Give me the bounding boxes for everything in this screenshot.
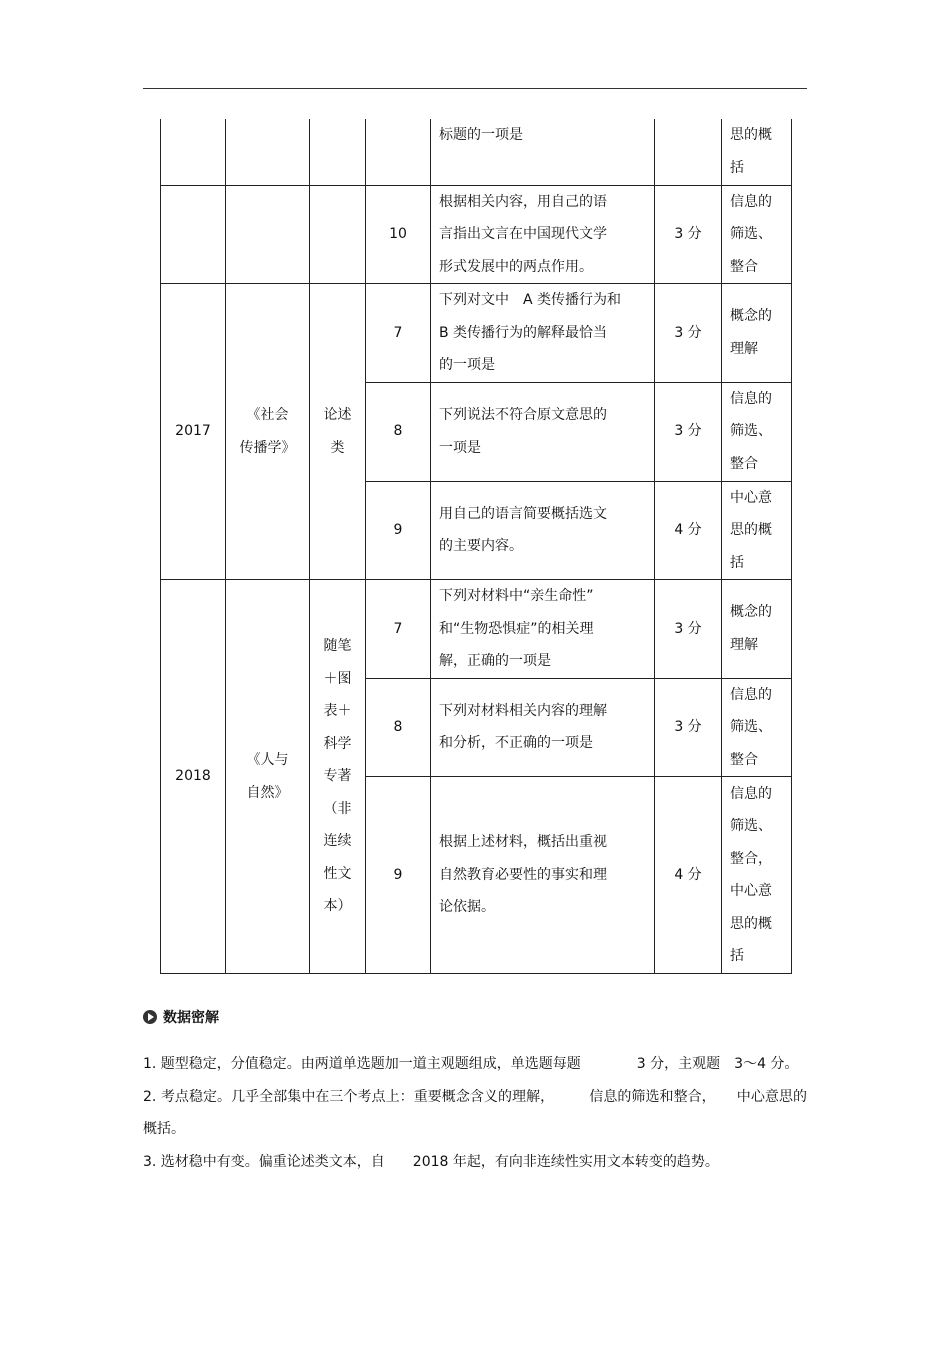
source-cell: [226, 580, 310, 974]
question-cell: [431, 481, 655, 580]
question-cell: [431, 678, 655, 777]
ability-text: 中心意 思的概 括: [730, 489, 772, 571]
genre-cell: [310, 119, 366, 185]
score-text: 3 分: [674, 226, 702, 242]
question-number: 7: [393, 324, 403, 341]
genre-text: 随笔 ＋图 表＋ 科学 专著 （非 连续 性文 本）: [323, 638, 352, 915]
table-row: [161, 119, 792, 185]
question-text: 下列对材料相关内容的理解 和分析，不正确的一项是: [439, 702, 607, 752]
source-cell: [226, 119, 310, 185]
score-cell: [655, 777, 722, 974]
question-text: 根据上述材料，概括出重视 自然教育必要性的事实和理 论依据。: [439, 834, 607, 916]
score-cell: [655, 119, 722, 185]
year-text: 2018: [175, 768, 211, 785]
year-cell: [161, 284, 226, 580]
genre-cell: [310, 580, 366, 974]
question-number-cell: [366, 284, 431, 383]
source-text: 《社会 传播学》: [239, 407, 296, 456]
score-text: 3 分: [674, 719, 702, 735]
question-number-cell: [366, 777, 431, 974]
question-text: 下列说法不符合原文意思的 一项是: [439, 407, 607, 456]
score-cell: [655, 678, 722, 777]
question-text: 根据相关内容，用自己的语 言指出文言在中国现代文学 形式发展中的两点作用。: [439, 193, 607, 275]
ability-text: 概念的 理解: [730, 308, 772, 357]
notes: [143, 1048, 807, 1178]
ability-text: 信息的 筛选、 整合: [730, 686, 772, 768]
source-cell: [226, 185, 310, 284]
year-cell: [161, 119, 226, 185]
ability-text: 信息的 筛选、 整合: [730, 193, 772, 275]
ability-cell: [722, 481, 792, 580]
question-cell: [431, 185, 655, 284]
question-number-cell: [366, 481, 431, 580]
question-number: 8: [393, 423, 403, 440]
exam-table: [160, 119, 792, 974]
source-cell: [226, 284, 310, 580]
score-text: 4 分: [674, 522, 702, 538]
score-cell: [655, 185, 722, 284]
question-number: 8: [393, 719, 403, 735]
ability-cell: [722, 185, 792, 284]
question-cell: [431, 119, 655, 185]
question-number-cell: [366, 678, 431, 777]
table-row: [161, 185, 792, 284]
ability-text: 信息的 筛选、 整合: [730, 390, 772, 472]
question-number: 7: [393, 620, 403, 637]
score-text: 3 分: [674, 423, 702, 440]
header-rule: [143, 88, 807, 89]
question-cell: [431, 580, 655, 679]
question-text: 用自己的语言简要概括选文 的主要内容。: [439, 505, 607, 555]
question-number: 10: [389, 226, 407, 242]
note-item: 2. 考点稳定。几乎全部集中在三个考点上：重要概念含义的理解， 信息的筛选和整合， 中心意思的概括。: [143, 1088, 807, 1137]
ability-cell: [722, 284, 792, 383]
question-number-cell: [366, 119, 431, 185]
ability-text: 信息的 筛选、 整合， 中心意 思的概 括: [730, 785, 772, 964]
year-cell: [161, 185, 226, 284]
genre-cell: [310, 185, 366, 284]
ability-cell: [722, 119, 792, 185]
table-row: [161, 580, 792, 679]
question-text: 下列对文中 A 类传播行为和 B 类传播行为的解释最恰当 的一项是: [439, 292, 622, 373]
table-row: [161, 284, 792, 383]
year-cell: [161, 580, 226, 974]
question-text: 下列对材料中“亲生命性” 和“生物恐惧症”的相关理 解，正确的一项是: [439, 588, 594, 669]
score-cell: [655, 284, 722, 383]
question-number-cell: [366, 185, 431, 284]
question-cell: [431, 777, 655, 974]
ability-text: 概念的 理解: [730, 604, 772, 653]
score-text: 3 分: [674, 324, 702, 341]
ability-text: 思的概 括: [730, 127, 772, 176]
score-cell: [655, 382, 722, 481]
question-text: 标题的一项是: [439, 127, 523, 143]
question-cell: [431, 284, 655, 383]
note-item: 1. 题型稳定，分值稳定。由两道单选题加一道主观题组成，单选题每题 3 分，主观题 3～4 分。: [143, 1056, 799, 1072]
section-heading: [143, 1007, 219, 1027]
year-text: 2017: [175, 423, 211, 440]
ability-cell: [722, 382, 792, 481]
section-title: 数据密解: [163, 1010, 219, 1026]
score-text: 4 分: [674, 866, 702, 883]
question-number: 9: [393, 522, 403, 538]
ability-cell: [722, 678, 792, 777]
ability-cell: [722, 777, 792, 974]
score-cell: [655, 481, 722, 580]
source-text: 《人与 自然》: [246, 752, 289, 801]
play-circle-icon: [143, 1010, 157, 1024]
genre-cell: [310, 284, 366, 580]
score-cell: [655, 580, 722, 679]
question-number-cell: [366, 580, 431, 679]
question-number: 9: [393, 866, 403, 883]
note-item: 3. 选材稳中有变。偏重论述类文本，自 2018 年起，有向非连续性实用文本转变的趋势。: [143, 1153, 719, 1170]
question-number-cell: [366, 382, 431, 481]
question-cell: [431, 382, 655, 481]
ability-cell: [722, 580, 792, 679]
score-text: 3 分: [674, 620, 702, 637]
genre-text: 论述 类: [323, 407, 352, 456]
